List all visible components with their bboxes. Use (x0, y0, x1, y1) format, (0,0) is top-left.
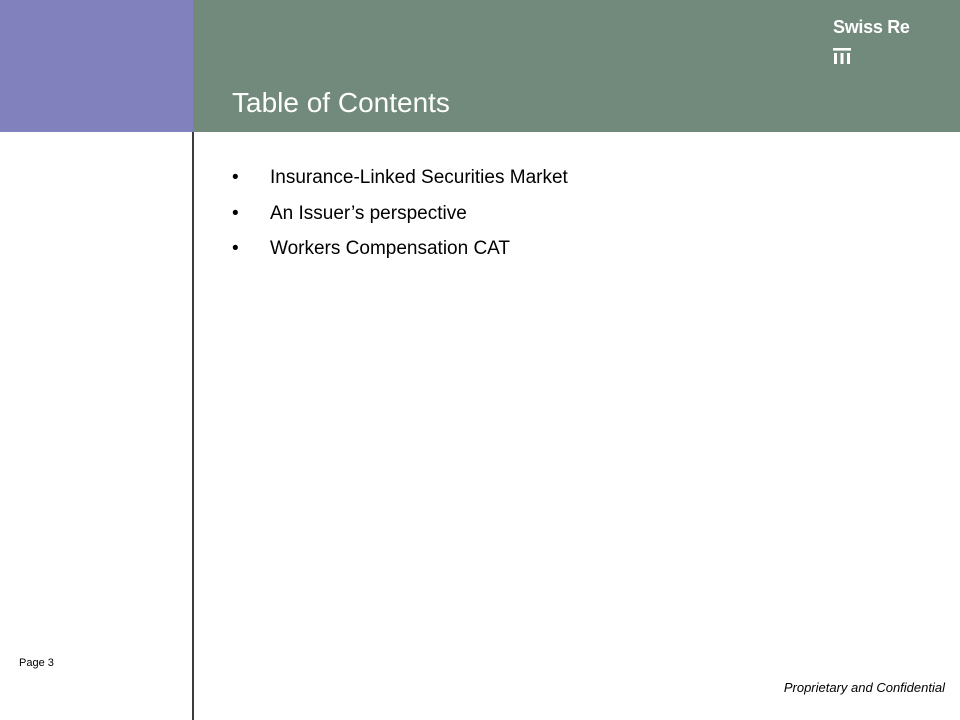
contents-item (232, 160, 568, 196)
swiss-re-logo-mark-icon (833, 48, 851, 64)
page-number: Page 3 (19, 657, 54, 669)
confidentiality-note: Proprietary and Confidential (783, 680, 945, 695)
contents-item (232, 231, 568, 267)
contents-list (232, 160, 568, 267)
bullet-icon: • (232, 238, 239, 259)
contents-item (232, 196, 568, 232)
contents-item-label: Workers Compensation CAT (270, 238, 511, 259)
bullet-icon: • (232, 167, 239, 188)
slide-title: Table of Contents (232, 87, 450, 118)
contents-item-label: Insurance-Linked Securities Market (270, 167, 568, 188)
swiss-re-logo (833, 16, 933, 72)
contents-item-label: An Issuer’s perspective (270, 202, 467, 224)
header-accent-block (0, 0, 193, 132)
bullet-icon: • (232, 202, 239, 224)
vertical-divider (192, 132, 194, 720)
logo-text: Swiss Re (833, 17, 910, 37)
